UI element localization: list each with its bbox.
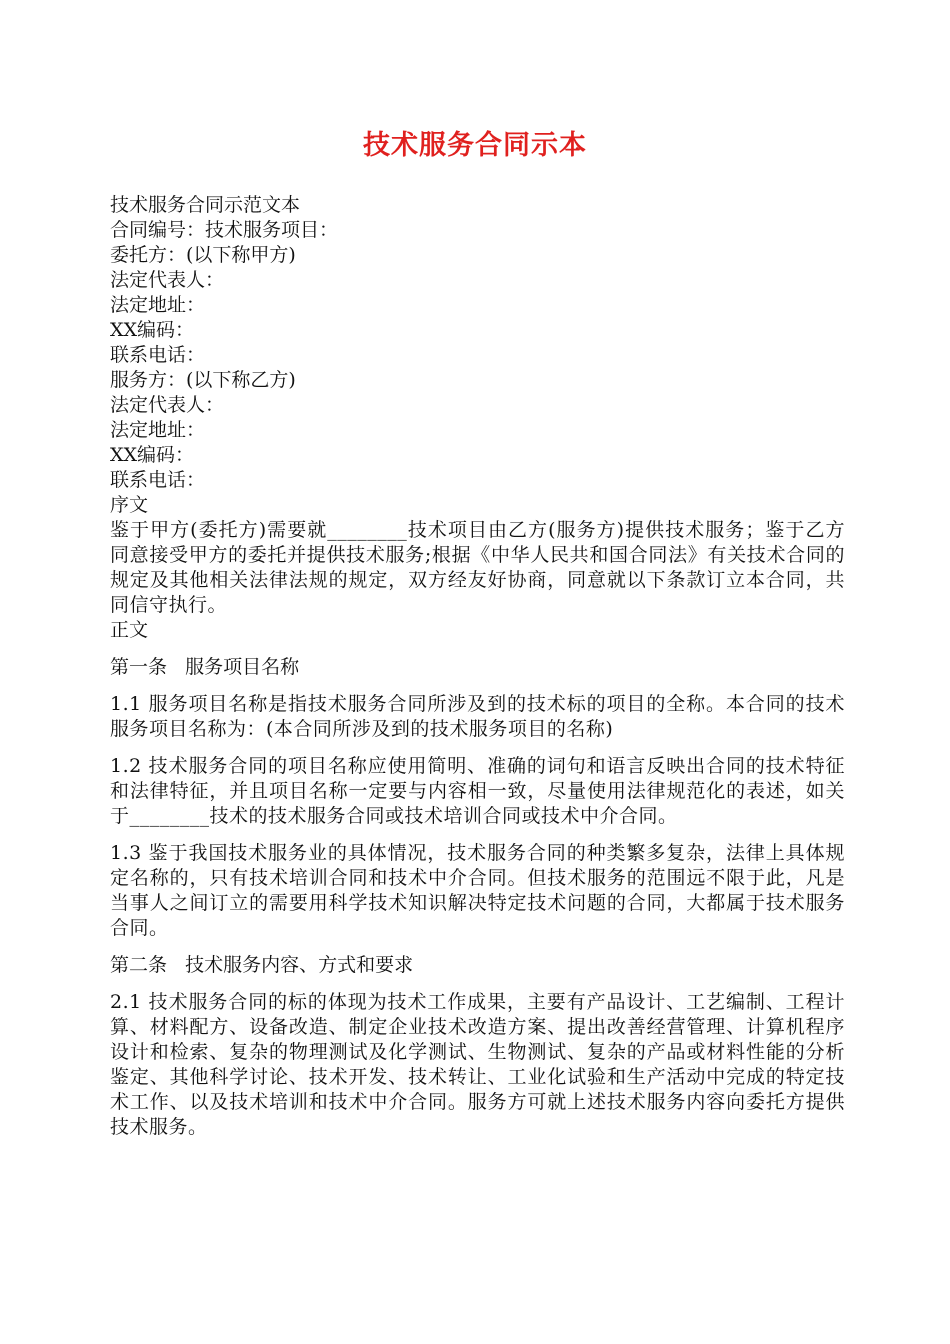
header-line: 联系电话： bbox=[110, 469, 206, 491]
clause-1-2: 1.2 技术服务合同的项目名称应使用简明、准确的词句和语言反映出合同的技术特征和法律特征，并且项目名称一定要与内容相一致，尽量使用法律规范化的表述，如关于________技术的技术服务合同或技术培训合同或技术中介合同。 bbox=[110, 755, 845, 827]
main-text-label: 正文 bbox=[110, 619, 149, 641]
header-line: 技术服务合同示范文本 bbox=[110, 194, 301, 216]
header-line: XX编码： bbox=[110, 319, 195, 341]
document-body bbox=[110, 193, 845, 1140]
header-line: 法定代表人： bbox=[110, 394, 225, 416]
header-line: 委托方：(以下称甲方) bbox=[110, 244, 296, 266]
clause-1-3: 1.3 鉴于我国技术服务业的具体情况，技术服务合同的种类繁多复杂，法律上具体规定名称的，只有技术培训合同和技术中介合同。但技术服务的范围远不限于此，凡是当事人之间订立的需要用科学技术知识解决特定技术问题的合同，大都属于技术服务合同。 bbox=[110, 842, 845, 939]
header-line: 法定地址： bbox=[110, 294, 206, 316]
document-title: 技术服务合同示本 bbox=[363, 130, 587, 161]
header-line: 法定代表人： bbox=[110, 269, 225, 291]
clause-2-1: 2.1 技术服务合同的标的体现为技术工作成果，主要有产品设计、工艺编制、工程计算、材料配方、设备改造、制定企业技术改造方案、提出改善经营管理、计算机程序设计和检索、复杂的物理测试及化学测试、生物测试、复杂的产品或材料性能的分析鉴定、其他科学讨论、技术开发、技术转让、工业化试验和生产活动中完成的特定技术工作、以及技术培训和技术中介合同。服务方可就上述技术服务内容向委托方提供技术服务。 bbox=[110, 991, 845, 1138]
header-line: XX编码： bbox=[110, 444, 195, 466]
header-line: 服务方：(以下称乙方) bbox=[110, 369, 296, 391]
preamble-heading: 序文 bbox=[110, 494, 149, 516]
article-2-heading: 第二条 技术服务内容、方式和要求 bbox=[110, 954, 414, 976]
header-line: 法定地址： bbox=[110, 419, 206, 441]
header-line: 合同编号：技术服务项目： bbox=[110, 219, 339, 241]
clause-1-1: 1.1 服务项目名称是指技术服务合同所涉及到的技术标的项目的全称。本合同的技术服务项目名称为：(本合同所涉及到的技术服务项目的名称) bbox=[110, 693, 845, 740]
header-line: 联系电话： bbox=[110, 344, 206, 366]
preamble-paragraph: 鉴于甲方(委托方)需要就________技术项目由乙方(服务方)提供技术服务；鉴于乙方同意接受甲方的委托并提供技术服务;根据《中华人民共和国合同法》有关技术合同的规定及其他相关法律法规的规定，双方经友好协商，同意就以下条款订立本合同，共同信守执行。 bbox=[110, 519, 845, 616]
article-1-heading: 第一条 服务项目名称 bbox=[110, 656, 300, 678]
